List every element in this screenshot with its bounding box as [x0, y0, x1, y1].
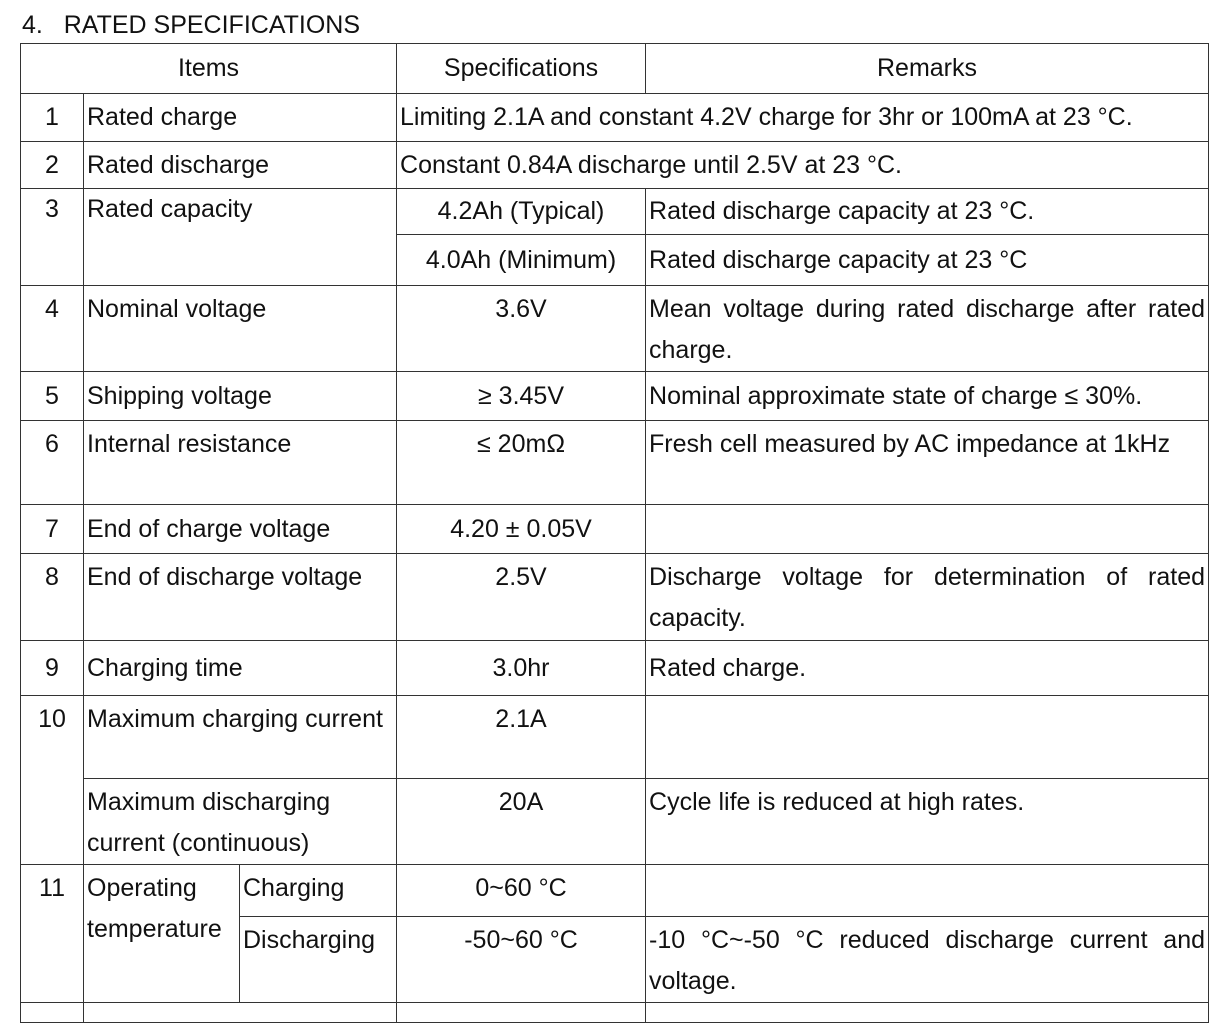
- remark: [646, 696, 1209, 779]
- row-number: 7: [21, 505, 84, 554]
- item-name: Rated charge: [84, 94, 397, 142]
- row-number: 8: [21, 554, 84, 641]
- spec-value: 20A: [397, 779, 646, 865]
- table-row: [21, 641, 1209, 696]
- spec-value: 3.0hr: [397, 641, 646, 696]
- sub-item-name: Charging: [240, 865, 397, 917]
- item-name: Maximum discharging current (continuous): [84, 779, 397, 865]
- header-remarks: Remarks: [646, 44, 1209, 94]
- remark: Rated charge.: [646, 641, 1209, 696]
- remark: Rated discharge capacity at 23 °C: [646, 235, 1209, 286]
- row-number: 6: [21, 421, 84, 505]
- section-number: 4.: [22, 11, 43, 39]
- rated-specifications-table: [20, 43, 1209, 1023]
- table-row-continuation: [21, 1003, 1209, 1023]
- row-number: 5: [21, 372, 84, 421]
- item-name: Rated discharge: [84, 142, 397, 189]
- row-number: 10: [21, 696, 84, 865]
- header-specifications: Specifications: [397, 44, 646, 94]
- remark: -10 °C~-50 °C reduced discharge current and voltage.: [646, 917, 1209, 1003]
- row-number: 3: [21, 189, 84, 286]
- merged-spec: Limiting 2.1A and constant 4.2V charge for 3hr or 100mA at 23 °C.: [397, 94, 1209, 142]
- section-title: RATED SPECIFICATIONS: [63, 11, 361, 39]
- table-row: [21, 505, 1209, 554]
- table-row: [21, 189, 1209, 235]
- merged-spec: Constant 0.84A discharge until 2.5V at 23 °C.: [397, 142, 1209, 189]
- table-row: [21, 696, 1209, 779]
- item-name: Maximum charging current: [84, 696, 397, 779]
- table-row: [21, 865, 1209, 917]
- empty-cell: [21, 1003, 84, 1023]
- sub-item-name: Discharging: [240, 917, 397, 1003]
- table-row: [21, 554, 1209, 641]
- row-number: 1: [21, 94, 84, 142]
- item-name: Internal resistance: [84, 421, 397, 505]
- spec-value: ≥ 3.45V: [397, 372, 646, 421]
- remark: Discharge voltage for determination of rated capacity.: [646, 554, 1209, 641]
- item-name: Operating temperature: [84, 865, 240, 1003]
- table-row: [21, 779, 1209, 865]
- spec-value: 3.6V: [397, 286, 646, 372]
- item-name: Rated capacity: [84, 189, 397, 286]
- section-heading: [22, 10, 360, 40]
- spec-value: 2.5V: [397, 554, 646, 641]
- item-name: Shipping voltage: [84, 372, 397, 421]
- row-number: 11: [21, 865, 84, 1003]
- empty-cell: [397, 1003, 646, 1023]
- remark: Fresh cell measured by AC impedance at 1kHz: [646, 421, 1209, 505]
- remark: Rated discharge capacity at 23 °C.: [646, 189, 1209, 235]
- remark: [646, 865, 1209, 917]
- remark: Nominal approximate state of charge ≤ 30%.: [646, 372, 1209, 421]
- remark: Cycle life is reduced at high rates.: [646, 779, 1209, 865]
- item-name: Charging time: [84, 641, 397, 696]
- empty-cell: [646, 1003, 1209, 1023]
- item-name: End of charge voltage: [84, 505, 397, 554]
- remark: Mean voltage during rated discharge after rated charge.: [646, 286, 1209, 372]
- spec-value: 4.20 ± 0.05V: [397, 505, 646, 554]
- table-row: [21, 372, 1209, 421]
- spec-value: 0~60 °C: [397, 865, 646, 917]
- table-header-row: [21, 44, 1209, 94]
- table-row: [21, 286, 1209, 372]
- item-name: Nominal voltage: [84, 286, 397, 372]
- row-number: 4: [21, 286, 84, 372]
- row-number: 2: [21, 142, 84, 189]
- remark: [646, 505, 1209, 554]
- spec-value: ≤ 20mΩ: [397, 421, 646, 505]
- item-name: End of discharge voltage: [84, 554, 397, 641]
- row-number: 9: [21, 641, 84, 696]
- spec-value: 2.1A: [397, 696, 646, 779]
- spec-value: 4.0Ah (Minimum): [397, 235, 646, 286]
- table-row: [21, 94, 1209, 142]
- spec-value: 4.2Ah (Typical): [397, 189, 646, 235]
- table-row: [21, 421, 1209, 505]
- empty-cell: [84, 1003, 397, 1023]
- header-items: Items: [21, 44, 397, 94]
- table-row: [21, 142, 1209, 189]
- spec-value: -50~60 °C: [397, 917, 646, 1003]
